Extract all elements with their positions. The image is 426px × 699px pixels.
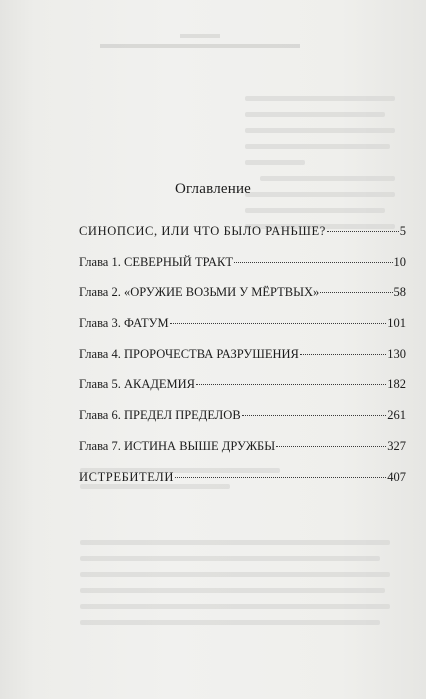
toc-leader-dots (234, 262, 393, 263)
show-through-rule (100, 44, 300, 48)
toc-entry-page: 10 (393, 254, 406, 269)
toc-entry (79, 316, 406, 347)
toc-leader-dots (320, 292, 392, 293)
toc-entry-page: 130 (387, 346, 406, 361)
toc-entry-label: СИНОПСИС, ИЛИ ЧТО БЫЛО РАНЬШЕ? (79, 224, 326, 238)
toc-entry-label: Глава 1. СЕВЕРНЫЙ ТРАКТ (79, 254, 233, 269)
toc-list (79, 224, 406, 500)
show-through-running-head (180, 34, 220, 38)
toc-entry-label: ИСТРЕБИТЕЛИ (79, 469, 175, 484)
toc-entry-page: 407 (387, 469, 406, 484)
toc-entry-label: Глава 4. ПРОРОЧЕСТВА РАЗРУШЕНИЯ (79, 346, 299, 361)
toc-entry-label: Глава 5. АКАДЕМИЯ (79, 377, 196, 392)
toc-entry-page: 261 (387, 408, 406, 423)
toc-leader-dots (327, 231, 399, 232)
toc-entry (79, 347, 406, 378)
toc-entry (79, 377, 406, 408)
toc-leader-dots (170, 323, 387, 324)
toc-entry-page: 5 (399, 224, 406, 238)
toc-entry-label: Глава 2. «ОРУЖИЕ ВОЗЬМИ У МЁРТВЫХ» (79, 285, 320, 300)
toc-title: Оглавление (174, 181, 252, 197)
toc-entry-label: Глава 6. ПРЕДЕЛ ПРЕДЕЛОВ (79, 408, 241, 423)
toc-entry (79, 408, 406, 439)
toc-leader-dots (242, 415, 387, 416)
toc-leader-dots (196, 384, 386, 385)
toc-entry-page: 182 (387, 377, 406, 392)
toc-entry (79, 285, 406, 316)
toc-leader-dots (300, 354, 386, 355)
toc-entry-page: 101 (387, 316, 406, 331)
toc-leader-dots (175, 477, 386, 478)
toc-entry (79, 470, 406, 501)
toc-leader-dots (276, 446, 386, 447)
toc-entry (79, 224, 406, 255)
toc-entry (79, 255, 406, 286)
toc-entry (79, 439, 406, 470)
toc-entry-page: 327 (387, 438, 406, 453)
toc-entry-page: 58 (393, 285, 406, 300)
toc-entry-label: Глава 7. ИСТИНА ВЫШЕ ДРУЖБЫ (79, 438, 276, 453)
toc-entry-label: Глава 3. ФАТУМ (79, 316, 169, 331)
